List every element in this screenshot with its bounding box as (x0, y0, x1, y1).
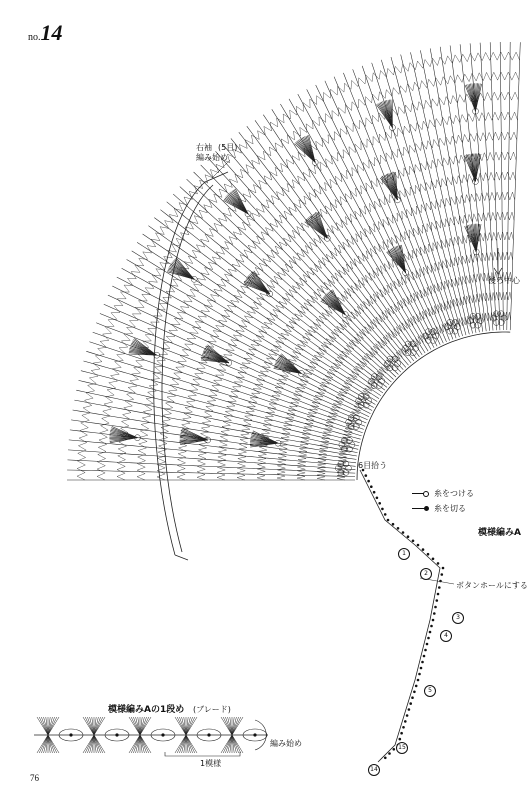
label-back-center: 後ろ中心 (488, 276, 520, 285)
diagram-annotations (154, 160, 502, 762)
label-pickup-6: 6目拾う (358, 461, 388, 470)
row-number-circle: 15 (396, 742, 408, 754)
legend-cut: 糸を切る (412, 503, 474, 514)
pattern-no-number: 14 (40, 20, 63, 45)
row-number-circle: 1 (398, 548, 410, 560)
cut-symbol-icon (412, 508, 426, 509)
legend-attach: 糸をつける (412, 488, 474, 499)
pattern-no-label: no. (28, 32, 41, 43)
label-start: 編み始め (196, 153, 228, 162)
attach-symbol-icon (412, 493, 426, 494)
lace-pattern (67, 42, 520, 480)
label-sleeve-right: 右袖 (196, 143, 212, 152)
row-number-circle: 4 (440, 630, 452, 642)
row-number-circle: 14 (368, 764, 380, 776)
label-start-braid: 編み始め (270, 739, 302, 748)
row-number-circle: 5 (424, 685, 436, 697)
row-number-circle: 2 (420, 568, 432, 580)
label-one-repeat: 1模様 (200, 759, 222, 768)
label-braid: (ブレード) (193, 705, 231, 714)
label-pattern-a-row1: 模様編みAの1段め (108, 705, 185, 715)
braid-chart (34, 717, 268, 756)
page-number: 76 (30, 773, 39, 783)
label-pattern-a: 模様編みA (478, 528, 521, 538)
label-button-hole: ボタンホールにする (456, 581, 528, 590)
legend (412, 488, 474, 518)
label-rows5: (5目) (218, 143, 238, 152)
row-number-circle: 3 (452, 612, 464, 624)
